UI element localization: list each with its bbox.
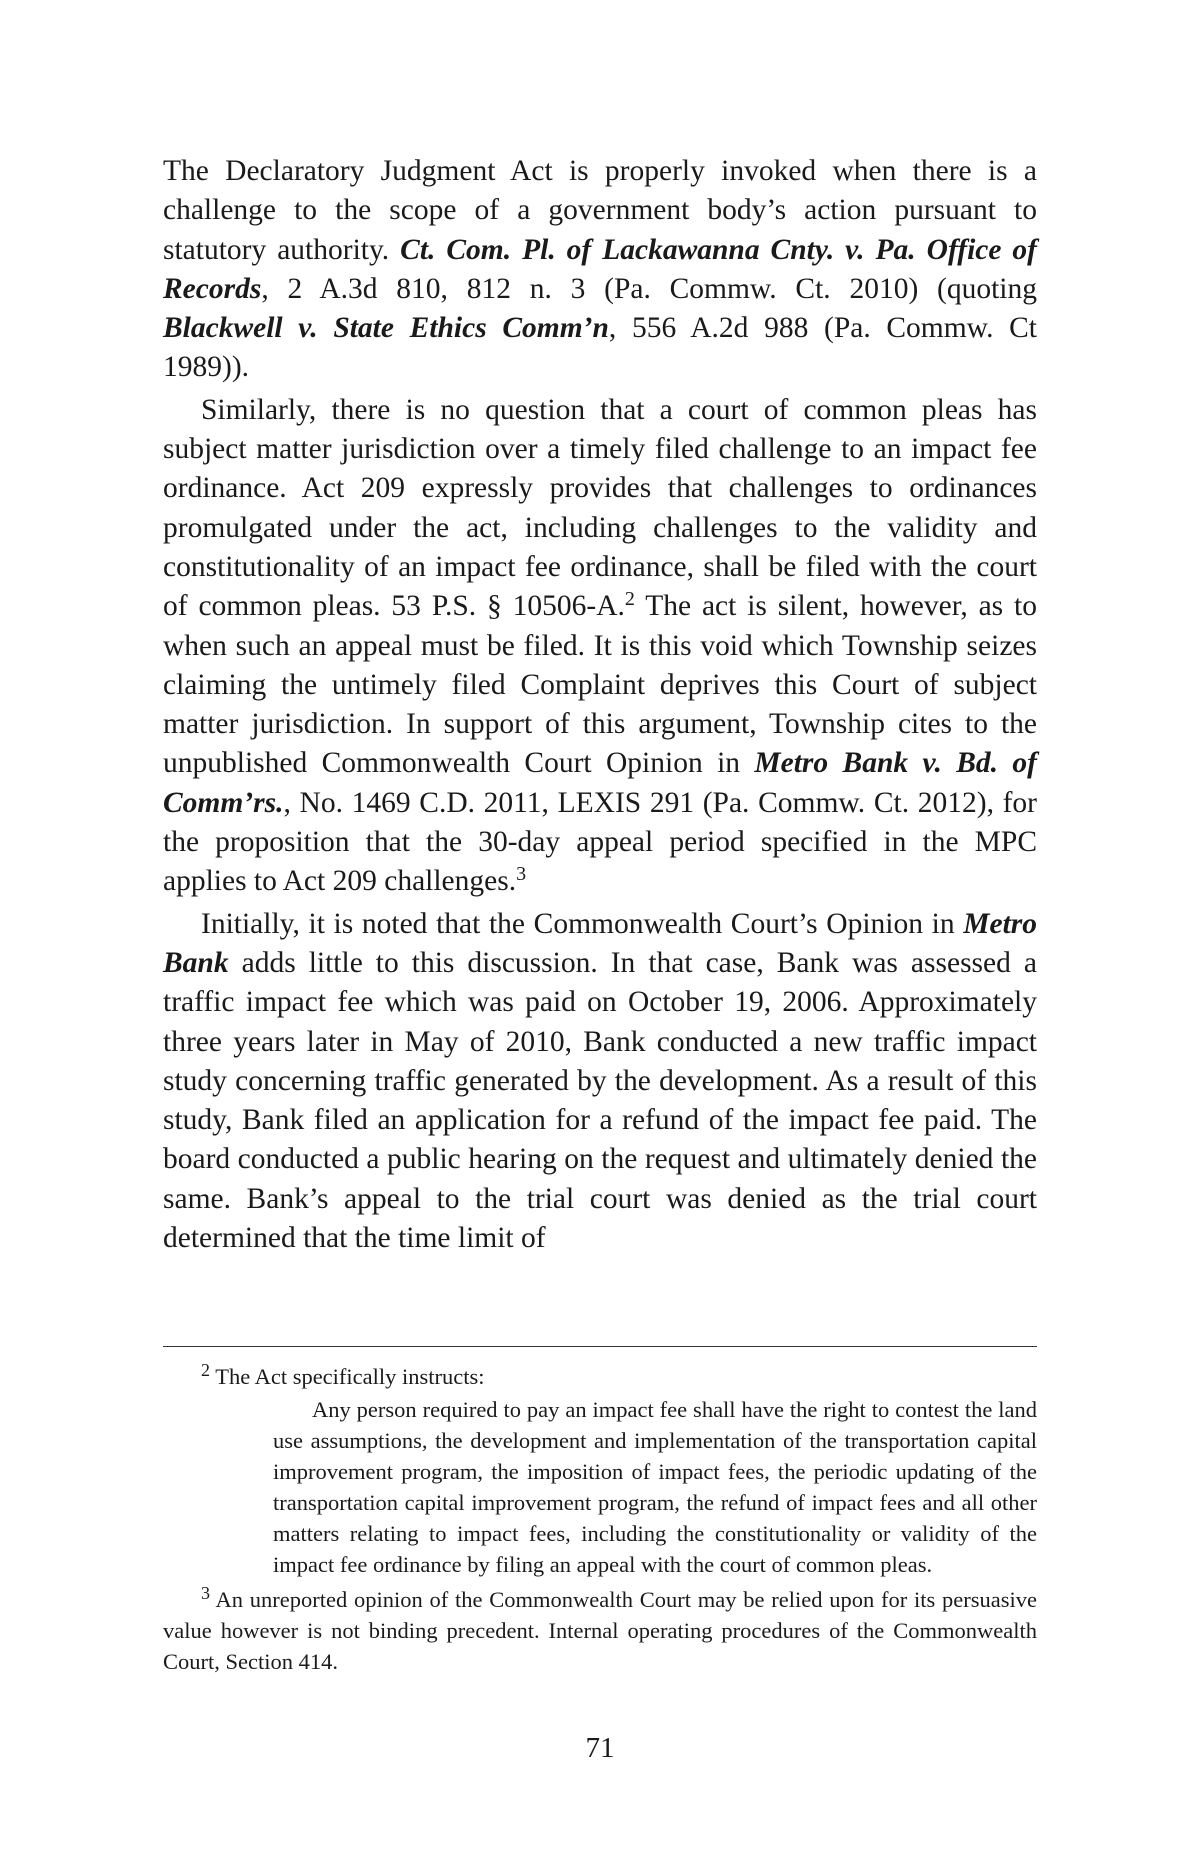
- paragraph-text: The act is silent, however, as to when such an appeal must be filed. It is this void which Township seizes claiming the untimely filed Complaint deprives this Court of subject matter jurisdiction. In support of this argument, Township cites to the unpublished Commonwealth Court Opinion in: [163, 590, 1037, 780]
- paragraph-text: adds little to this discussion. In that case, Bank was assessed a traffic impact fee which was paid on October 19, 2006. Approximately three years later in May of 2010, Bank conducted a new traffic impact study concerning traffic generated by the development. As a result of this study, Bank filed an application for a refund of the impact fee paid. The board conducted a public hearing on the request and ultimately denied the same. Bank’s appeal to the trial court was denied as the trial court determined that the time limit of: [163, 946, 1037, 1255]
- paragraph-text: , No. 1469 C.D. 2011, LEXIS 291 (Pa. Commw. Ct. 2012), for the proposition that the 30-day appeal period specified in the MPC applies to Act 209 challenges.: [163, 786, 1037, 898]
- footnote-3: [163, 1584, 1037, 1677]
- paragraph-1: [163, 152, 1037, 388]
- paragraph-text: , 556 A.2d 988 (Pa. Commw. Ct 1989)).: [163, 312, 1037, 384]
- paragraph-text: , 2 A.3d 810, 812 n. 3 (Pa. Commw. Ct. 2010) (quoting: [261, 272, 1037, 305]
- footnote-text: An unreported opinion of the Commonwealth Court may be relied upon for its persuasive value however is not binding precedent. Internal operating procedures of the Commonwealth Court, Section 414.: [163, 1587, 1037, 1674]
- body-text: [163, 152, 1037, 1258]
- paragraph-2: [163, 391, 1037, 902]
- footnote-marker: 2: [624, 588, 635, 611]
- paragraph-text: Similarly, there is no question that a court of common pleas has subject matter jurisdiction over a timely filed challenge to an impact fee ordinance. Act 209 expressly provides that challenges to ordinances promulgated under the act, including challenges to the validity and constitutionality of an impact fee ordinance, shall be filed with the court of common pleas. 53 P.S. § 10506-A.: [163, 393, 1037, 623]
- footnote-2: [163, 1361, 1037, 1392]
- case-citation: Metro Bank v. Bd. of Comm’rs.: [163, 747, 1037, 819]
- case-citation: Metro Bank: [163, 907, 1037, 979]
- footnotes: [163, 1361, 1037, 1677]
- paragraph-text: Initially, it is noted that the Commonwealth Court’s Opinion in: [201, 907, 964, 940]
- footnote-text: The Act specifically instructs:: [210, 1364, 485, 1389]
- case-citation: Ct. Com. Pl. of Lackawanna Cnty. v. Pa. Office of Records: [163, 233, 1037, 305]
- paragraph-3: [163, 905, 1037, 1259]
- footnote-number: 2: [201, 1360, 210, 1380]
- case-citation: Blackwell v. State Ethics Comm’n: [163, 312, 609, 345]
- footnote-number: 3: [201, 1583, 210, 1603]
- paragraph-text: The Declaratory Judgment Act is properly invoked when there is a challenge to the scope of a government body’s action pursuant to statutory authority.: [163, 155, 1037, 266]
- footnote-divider: [163, 1346, 1037, 1347]
- footnote-2-block-quote: Any person required to pay an impact fee shall have the right to contest the land use assumptions, the development and implementation of the transportation capital improvement program, the imposition of impact fees, the periodic updating of the transportation capital improvement program, the refund of impact fees and all other matters relating to impact fees, including the constitutionality or validity of the impact fee ordinance by filing an appeal with the court of common pleas.: [273, 1397, 1037, 1577]
- footnote-marker: 3: [516, 863, 527, 886]
- page-number: 71: [585, 1732, 615, 1764]
